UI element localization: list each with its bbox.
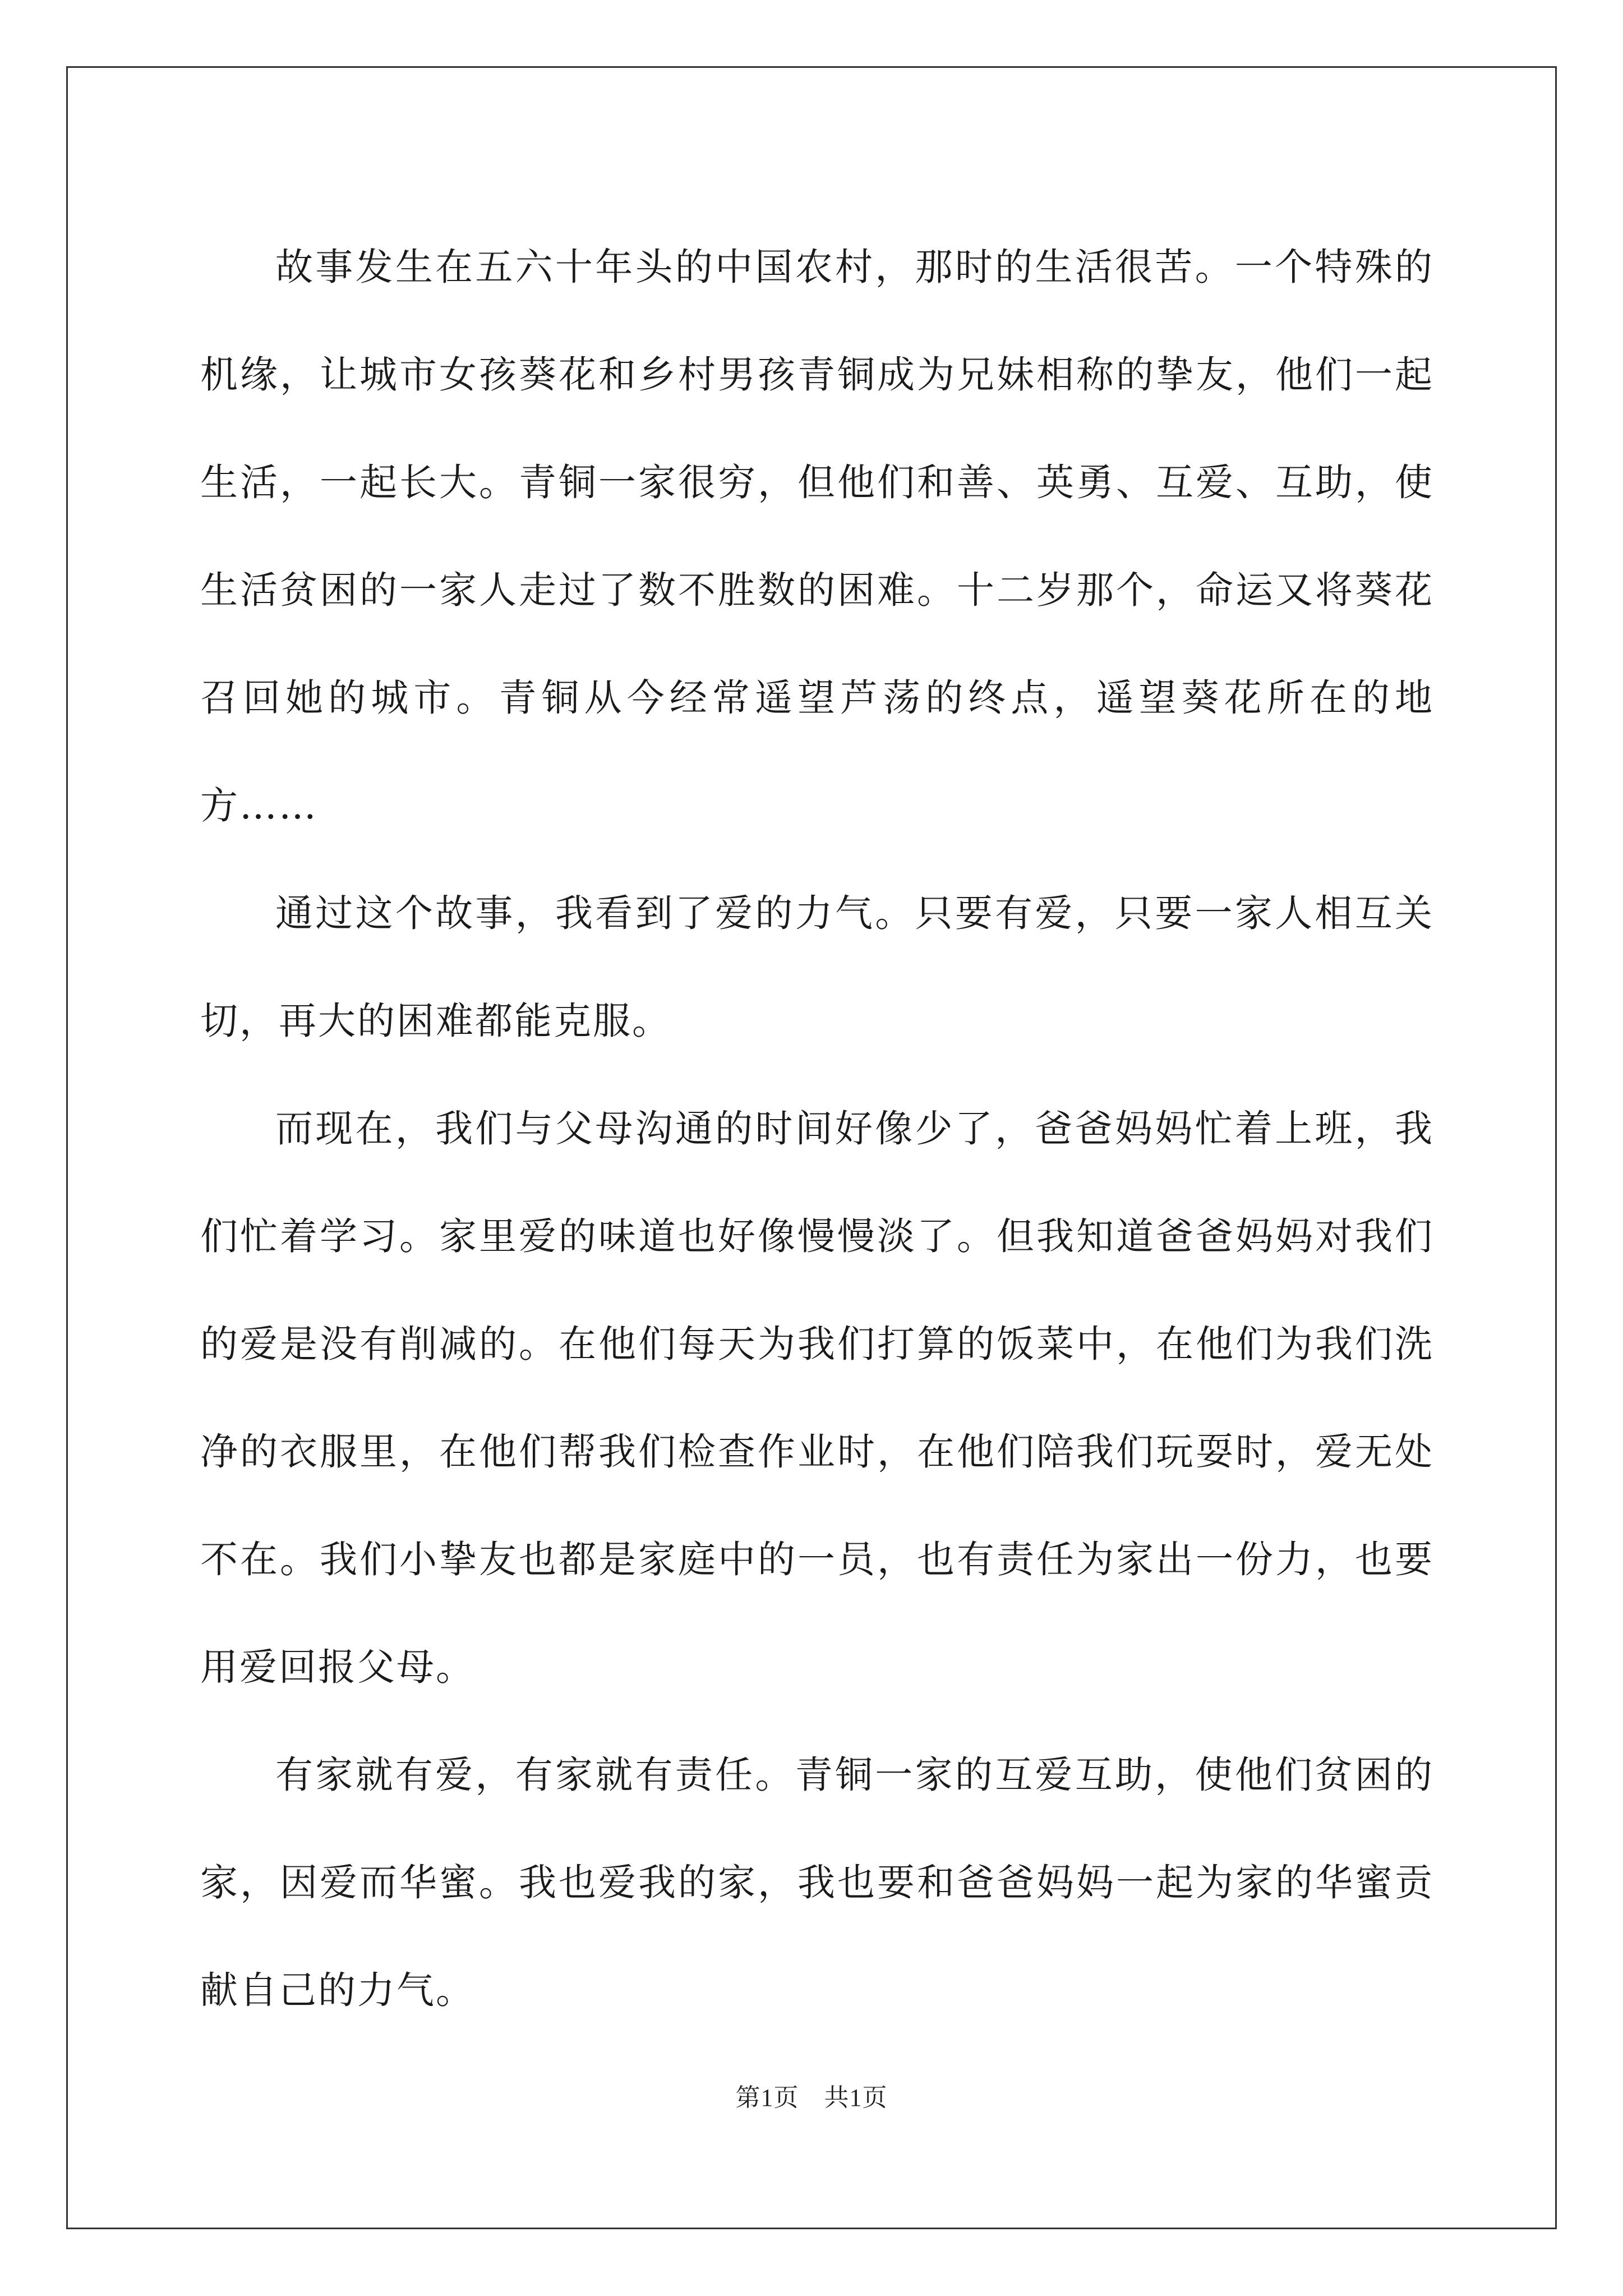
paragraph-4: 有家就有爱，有家就有责任。青铜一家的互爱互助，使他们贫困的家，因爱而华蜜。我也爱我的家，我也要和爸爸妈妈一起为家的华蜜贡献自己的力气。 [200,1753,1434,2012]
paragraph-2: 通过这个故事，我看到了爱的力气。只要有爱，只要一家人相互关切，再大的困难都能克服。 [200,891,1434,1043]
document-body [200,213,1434,2044]
paragraph-1: 故事发生在五六十年头的中国农村，那时的生活很苦。一个特殊的机缘，让城市女孩葵花和乡村男孩青铜成为兄妹相称的挚友，他们一起生活，一起长大。青铜一家很穷，但他们和善、英勇、互爱、互助，使生活贫困的一家人走过了数不胜数的困难。十二岁那个，命运又将葵花召回她的城市。青铜从今经常遥望芦荡的终点，遥望葵花所在的地方…… [200,245,1434,827]
paragraph-3: 而现在，我们与父母沟通的时间好像少了，爸爸妈妈忙着上班，我们忙着学习。家里爱的味道也好像慢慢淡了。但我知道爸爸妈妈对我们的爱是没有削减的。在他们每天为我们打算的饭菜中，在他们为我们洗净的衣服里，在他们帮我们检查作业时，在他们陪我们玩耍时，爱无处不在。我们小挚友也都是家庭中的一员，也有责任为家出一份力，也要用爱回报父母。 [200,1107,1434,1689]
page-number-footer: 第1页 共1页 [735,2084,888,2111]
